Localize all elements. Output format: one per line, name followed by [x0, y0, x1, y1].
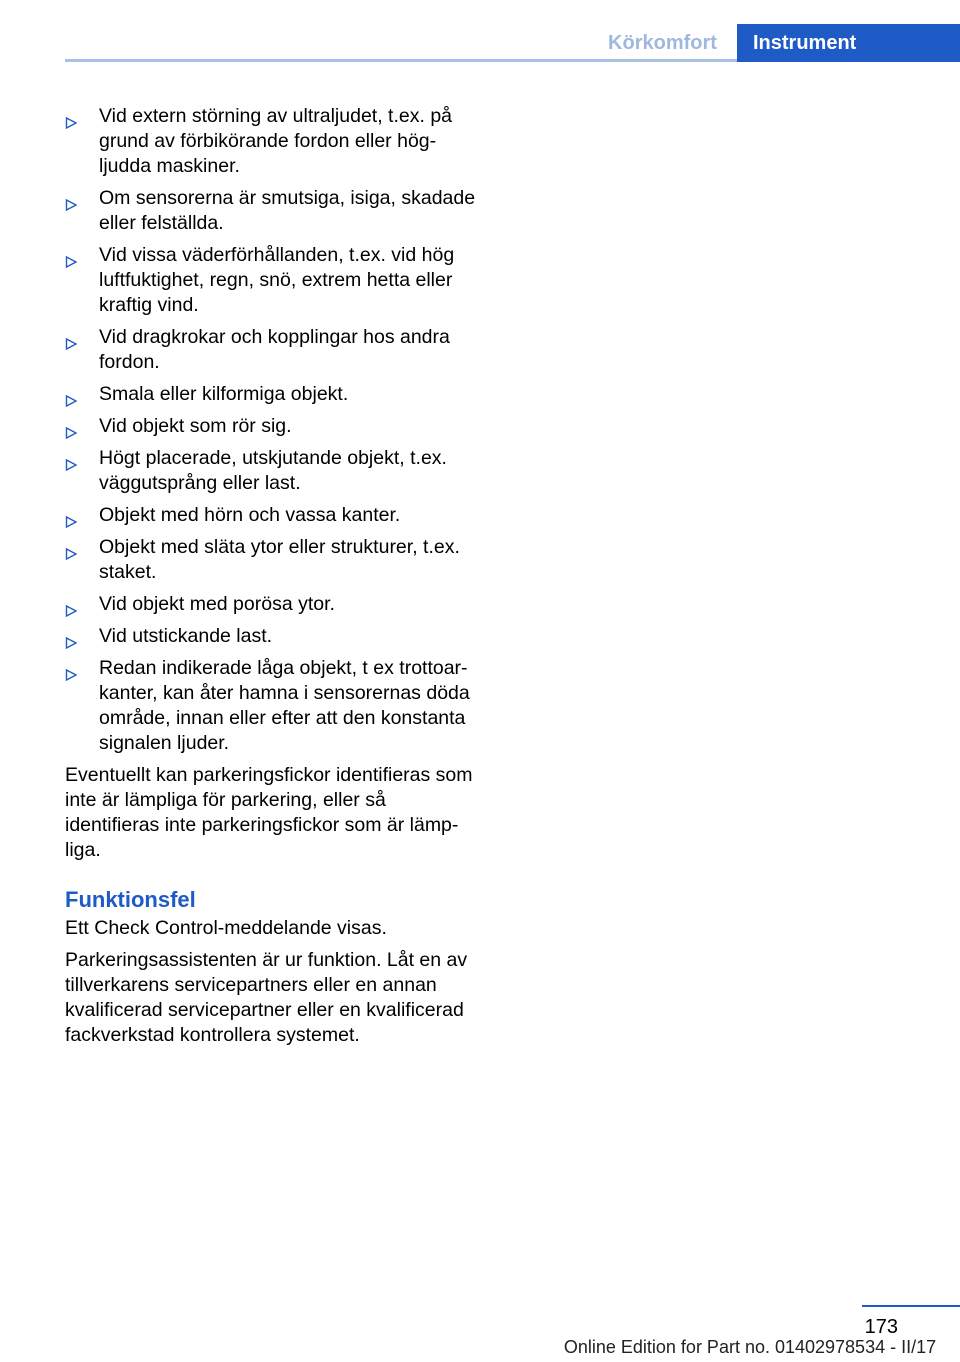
page-header [0, 0, 960, 62]
footer-rule [862, 1305, 960, 1307]
edition-footer: Online Edition for Part no. 01402978534 - II/17 [563, 1337, 937, 1357]
tab-korkomfort[interactable]: Körkomfort [608, 32, 717, 54]
list-item [65, 414, 480, 439]
list-item-text: Vid extern störning av ultraljudet, t.ex. på grund av förbikörande fordon eller hög‐ ljudda maskiner. [99, 105, 453, 177]
list-item-text: Objekt med släta ytor eller strukturer, t.ex. staket. [99, 536, 460, 583]
list-item [65, 382, 480, 407]
list-item-text: Vid objekt med porösa ytor. [99, 593, 335, 615]
list-item [65, 104, 480, 179]
condition-list [65, 104, 480, 756]
paragraph-malfunction-advice: Parkeringsassistenten är ur funktion. Låt en av tillverkarens servicepartners eller en annan kvalificerad servicepartner eller en kvalificerad fackverkstad kontrollera systemet. [65, 949, 468, 1046]
triangle-bullet-icon [65, 510, 77, 522]
page-number: 173 [864, 1316, 898, 1338]
triangle-bullet-icon [65, 421, 77, 433]
list-item-text: Vid vissa väderförhållanden, t.ex. vid hög luftfuktighet, regn, snö, extrem hetta eller kraftig vind. [99, 244, 455, 316]
triangle-bullet-icon [65, 453, 77, 465]
triangle-bullet-icon [65, 663, 77, 675]
list-item [65, 243, 480, 318]
list-item-text: Objekt med hörn och vassa kanter. [99, 504, 401, 526]
tab-instrument[interactable]: Instrument [737, 24, 960, 62]
triangle-bullet-icon [65, 193, 77, 205]
triangle-bullet-icon [65, 542, 77, 554]
list-item [65, 535, 480, 585]
triangle-bullet-icon [65, 111, 77, 123]
list-item [65, 186, 480, 236]
list-item-text: Redan indikerade låga objekt, t ex trottoar‐ kanter, kan åter hamna i sensorernas döda område, innan eller efter att den konstanta signalen ljuder. [99, 657, 470, 754]
list-item-text: Högt placerade, utskjutande objekt, t.ex. väggutsprång eller last. [99, 447, 447, 494]
triangle-bullet-icon [65, 631, 77, 643]
list-item-text: Vid utstickande last. [99, 625, 273, 647]
main-content [65, 104, 480, 1055]
triangle-bullet-icon [65, 250, 77, 262]
section-heading-funktionsfel: Funktionsfel [65, 887, 196, 912]
list-item-text: Vid dragkrokar och kopplingar hos andra fordon. [99, 326, 450, 373]
triangle-bullet-icon [65, 332, 77, 344]
list-item [65, 503, 480, 528]
list-item [65, 656, 480, 756]
paragraph-parking-spaces: Eventuellt kan parkeringsfickor identifieras som inte är lämpliga för parkering, eller så identifieras inte parkeringsfickor som är lämp‐ liga. [65, 764, 473, 861]
list-item-text: Vid objekt som rör sig. [99, 415, 292, 437]
list-item [65, 592, 480, 617]
list-item-text: Om sensorerna är smutsiga, isiga, skadade eller felställda. [99, 187, 476, 234]
list-item [65, 446, 480, 496]
list-item [65, 624, 480, 649]
paragraph-check-control: Ett Check Control-meddelande visas. [65, 917, 387, 939]
triangle-bullet-icon [65, 389, 77, 401]
list-item-text: Smala eller kilformiga objekt. [99, 383, 349, 405]
list-item [65, 325, 480, 375]
triangle-bullet-icon [65, 599, 77, 611]
